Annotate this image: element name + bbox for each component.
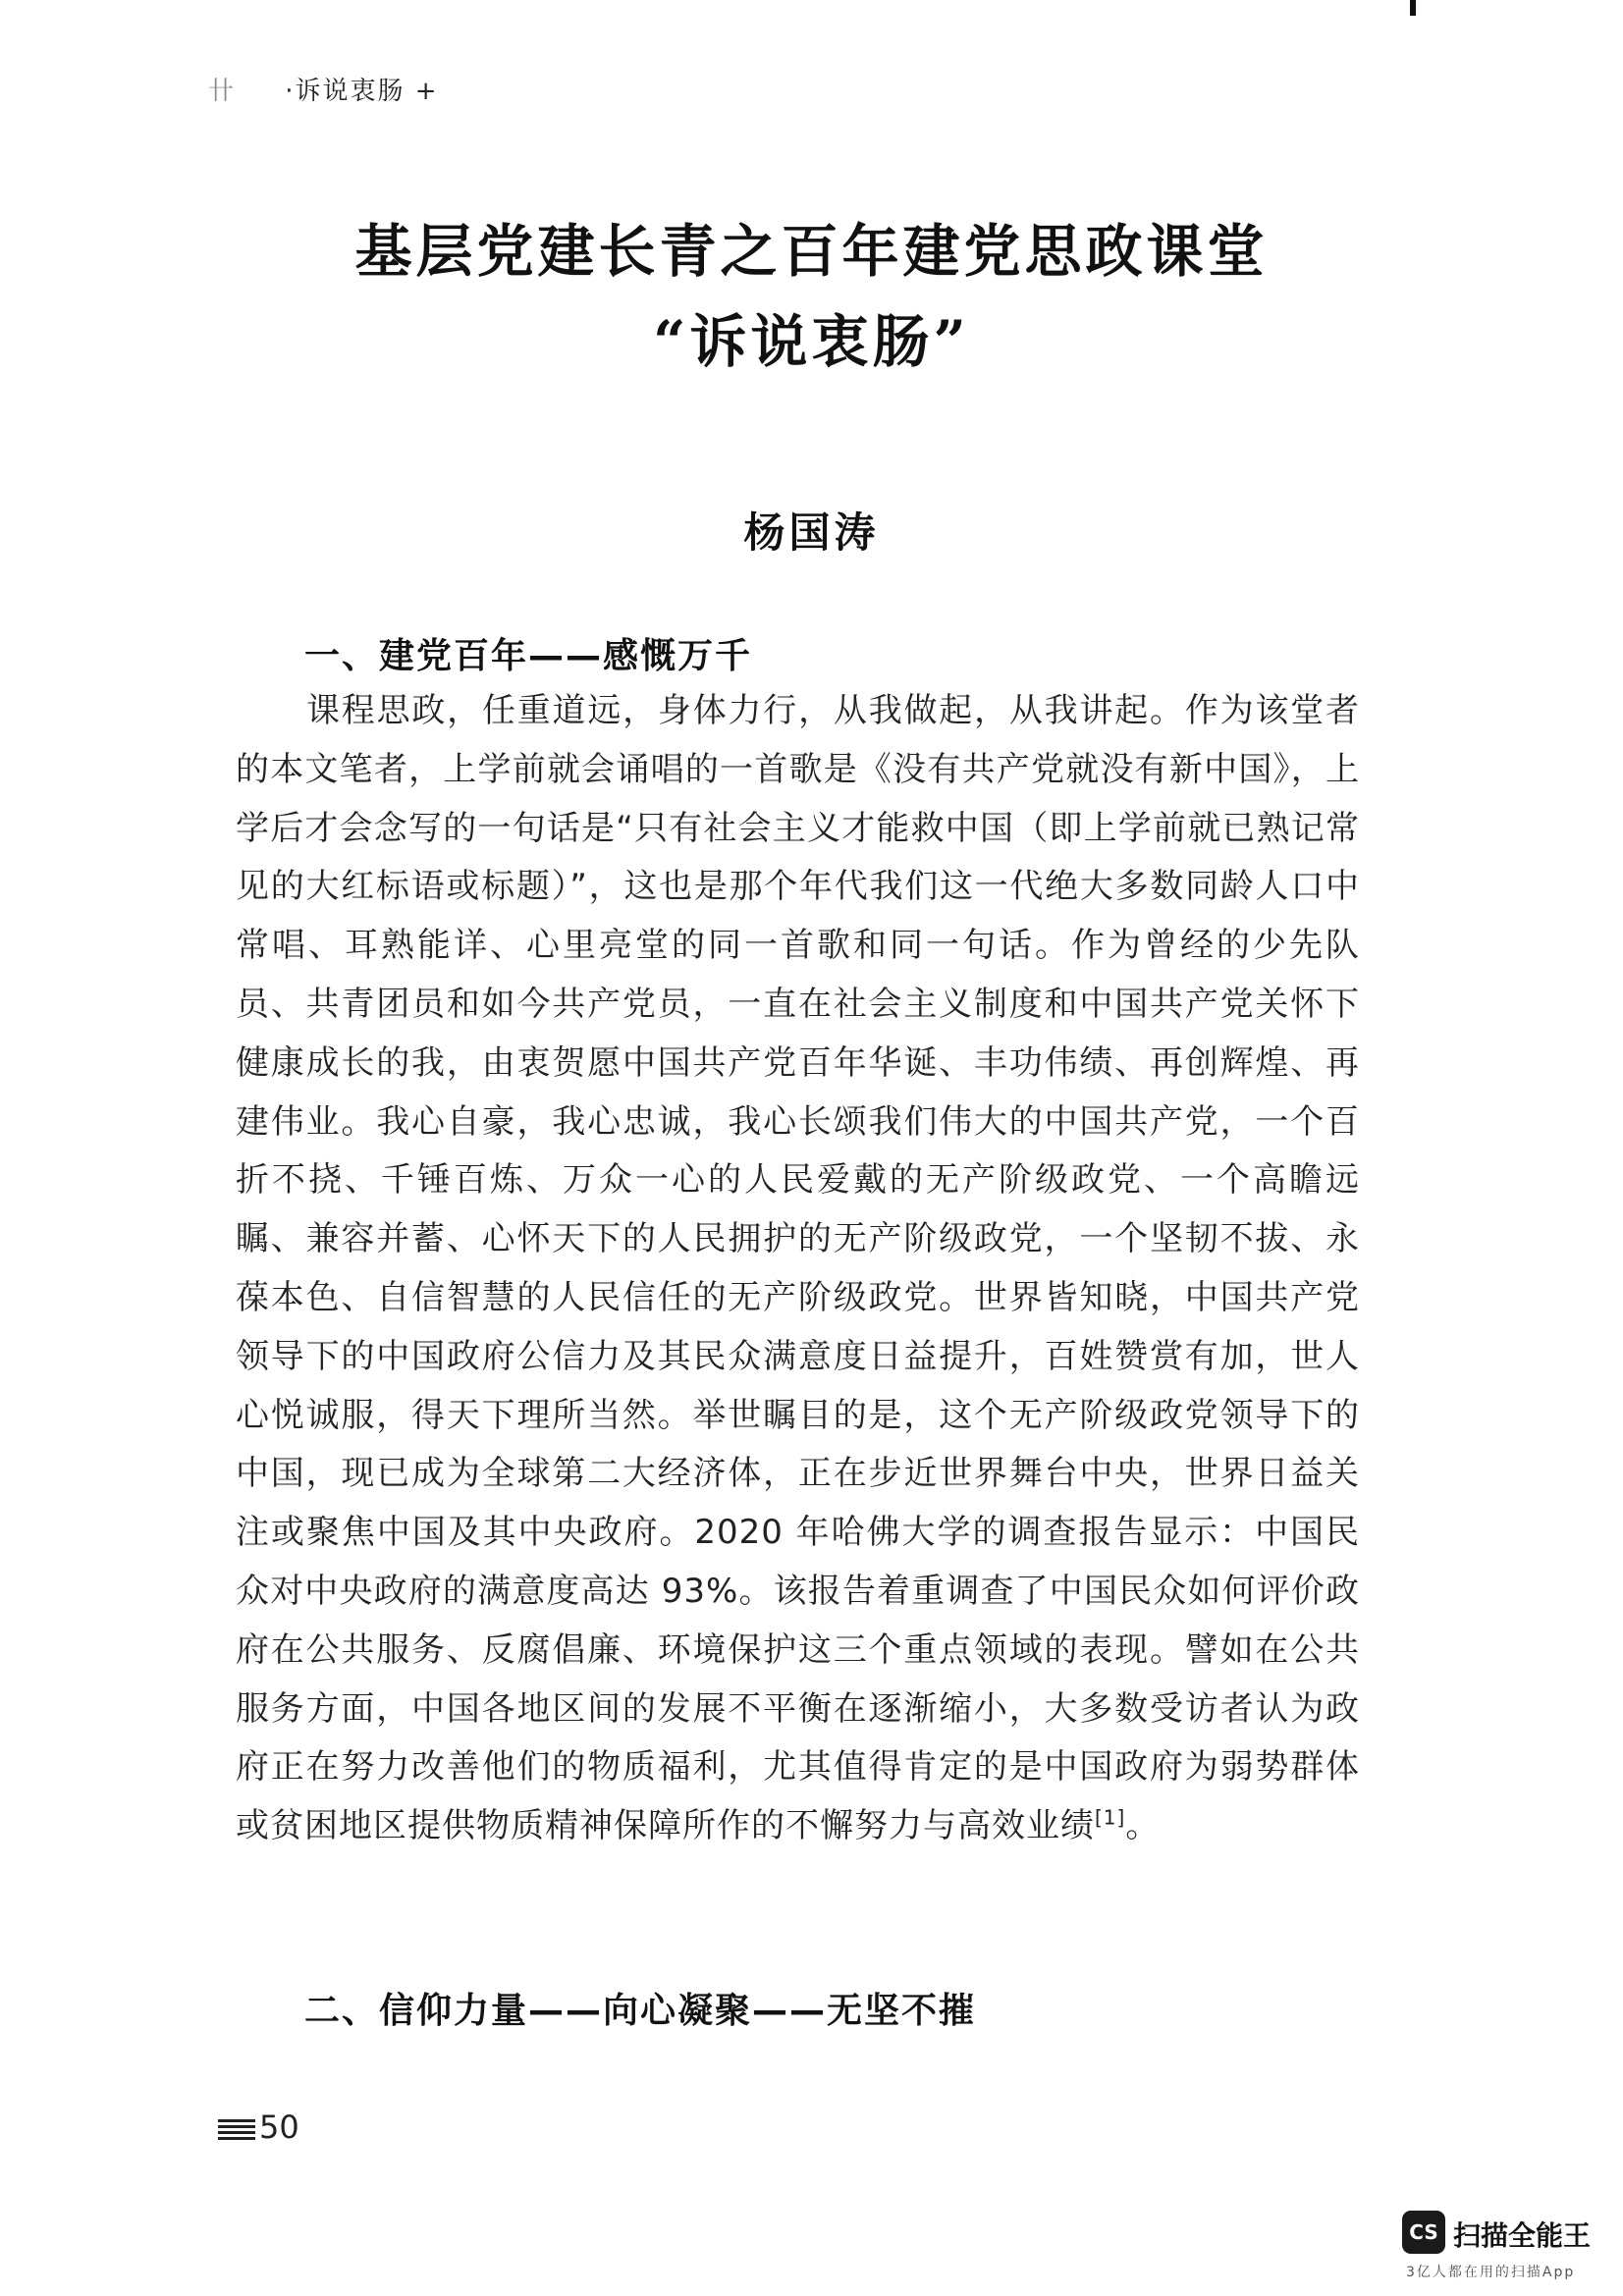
title-line-1: 基层党建长青之百年建党思政课堂 bbox=[354, 218, 1269, 285]
paragraph-end: 。 bbox=[1125, 1806, 1161, 1846]
author-name: 杨国涛 bbox=[743, 508, 880, 557]
running-header bbox=[208, 71, 439, 107]
header-text: ·诉说衷肠 + bbox=[285, 77, 439, 106]
scanner-tagline: 3亿人都在用的扫描App bbox=[1406, 2265, 1576, 2280]
body-paragraph bbox=[236, 682, 1360, 1856]
scanner-logo-icon: CS bbox=[1402, 2211, 1445, 2254]
title-line-2: “诉说衷肠” bbox=[653, 308, 970, 375]
citation-reference: [1] bbox=[1095, 1805, 1126, 1830]
header-marker: 卄 bbox=[208, 77, 237, 106]
page-footer bbox=[218, 2109, 299, 2146]
scanner-app-name: 扫描全能王 bbox=[1453, 2219, 1592, 2252]
scanner-watermark bbox=[1402, 2211, 1603, 2289]
section-heading-2: 二、信仰力量——向心凝聚——无坚不摧 bbox=[304, 1991, 977, 2031]
paragraph-text: 课程思政，任重道远，身体力行，从我做起，从我讲起。作为该堂者的本文笔者，上学前就会诵唱的一首歌是《没有共产党就没有新中国》，上学后才会念写的一句话是“只有社会主义才能救中国（即上学前就已熟记常见的大红标语或标题）”，这也是那个年代我们这一代绝大多数同龄人口中常唱、耳熟能详、心里亮堂的同一首歌和同一句话。作为曾经的少先队员、共青团员和如今共产党员，一直在社会主义制度和中国共产党关怀下健康成长的我，由衷贺愿中国共产党百年华诞、丰功伟绩、再创辉煌、再建伟业。我心自豪，我心忠诚，我心长颂我们伟大的中国共产党，一个百折不挠、千锤百炼、万众一心的人民爱戴的无产阶级政党、一个高瞻远瞩、兼容并蓄、心怀天下的人民拥护的无产阶级政党，一个坚韧不拔、永葆本色、自信智慧的人民信任的无产阶级政党。世界皆知晓，中国共产党领导下的中国政府公信力及其民众满意度日益提升，百姓赞赏有加，世人心悦诚服，得天下理所当然。举世瞩目的是，这个无产阶级政党领导下的中国，现已成为全球第二大经济体，正在步近世界舞台中央，世界日益关注或聚焦中国及其中央政府。2020 年哈佛大学的调查报告显示：中国民众对中央政府的满意度高达 93%。该报告着重调查了中国民众如何评价政府在公共服务、反腐倡廉、环境保护这三个重点领域的表现。譬如在公共服务方面，中国各地区间的发展不平衡在逐渐缩小，大多数受访者认为政府正在努力改善他们的物质福利，尤其值得肯定的是中国政府为弱势群体或贫困地区提供物质精神保障所作的不懈努力与高效业绩 bbox=[236, 691, 1360, 1846]
article-title bbox=[0, 206, 1623, 387]
scan-edge-mark bbox=[1410, 0, 1416, 16]
page-number-ornament-icon bbox=[218, 2118, 255, 2140]
section-heading-1: 一、建党百年——感慨万千 bbox=[304, 636, 753, 676]
page-number: 50 bbox=[259, 2109, 299, 2146]
